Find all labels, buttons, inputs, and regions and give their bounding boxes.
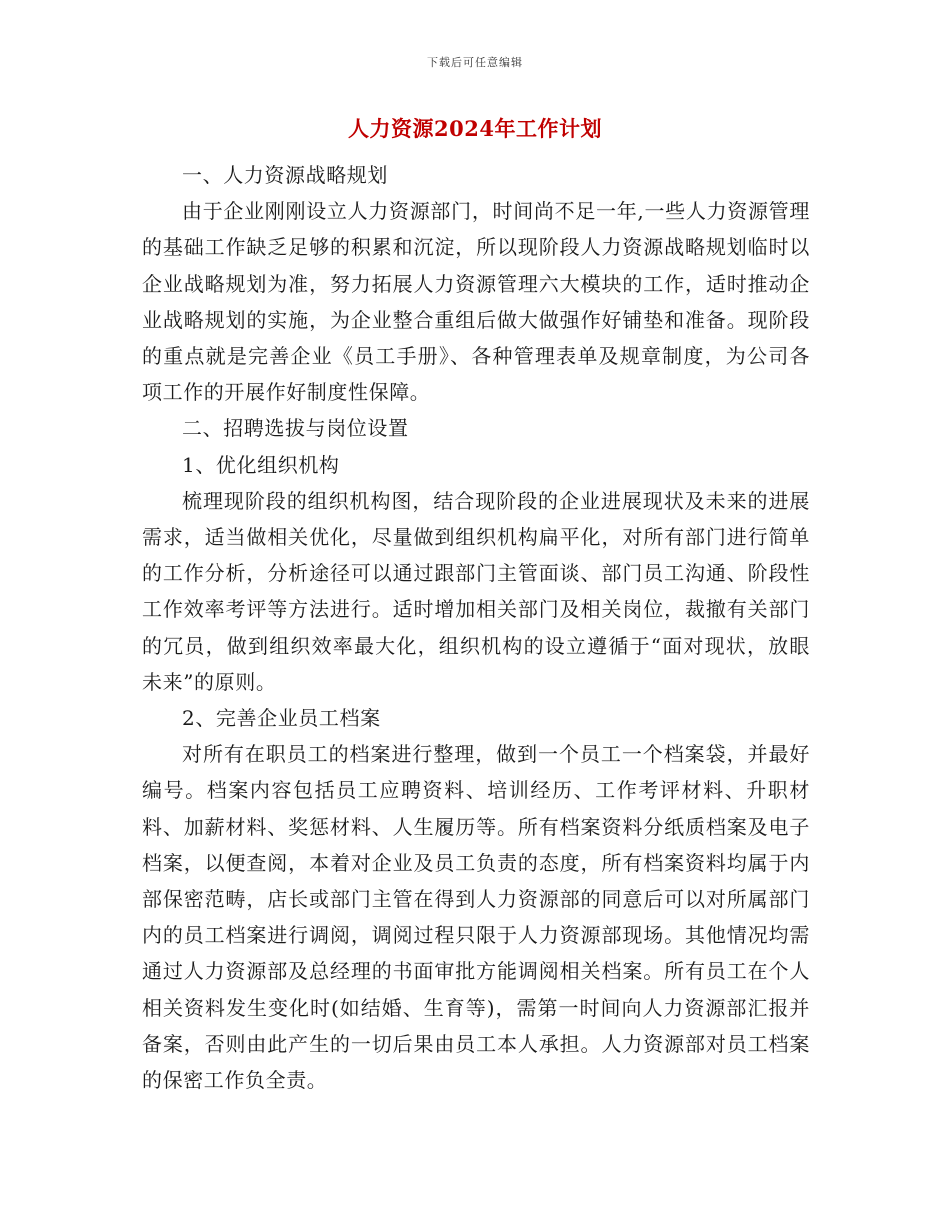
section-heading-1: 一、人力资源战略规划 — [182, 163, 388, 187]
header-note: 下载后可任意编辑 — [427, 56, 523, 69]
subsection-paragraph-2-1: 梳理现阶段的组织机构图，结合现阶段的企业进展现状及未来的进展需求，适当做相关优化，尽量做到组织机构扁平化，对所有部门进行简单的工作分析，分析途径可以通过跟部门主管面谈、部门员工沟通、阶段性工作效率考评等方法进行。适时增加相关部门及相关岗位，裁撤有关部门的冗员，做到组织效率最大化，组织机构的设立遵循于“面对现状，放眼未来”的原则。 — [142, 488, 810, 694]
subsection-paragraph-2-2: 对所有在职员工的档案进行整理，做到一个员工一个档案袋，并最好编号。档案内容包括员工应聘资料、培训经历、工作考评材料、升职材料、加薪材料、奖惩材料、人生履历等。所有档案资料分纸质档案及电子档案，以便查阅，本着对企业及员工负责的态度，所有档案资料均属于内部保密范畴，店长或部门主管在得到人力资源部的同意后可以对所属部门内的员工档案进行调阅，调阅过程只限于人力资源部现场。其他情况均需通过人力资源部及总经理的书面审批方能调阅相关档案。所有员工在个人相关资料发生变化时(如结婚、生育等)，需第一时间向人力资源部汇报并备案，否则由此产生的一切后果由员工本人承担。人力资源部对员工档案的保密工作负全责。 — [142, 742, 810, 1093]
document-body — [142, 157, 810, 1098]
section-paragraph-1: 由于企业刚刚设立人力资源部门，时间尚不足一年,一些人力资源管理的基础工作缺乏足够的积累和沉淀，所以现阶段人力资源战略规划临时以企业战略规划为准，努力拓展人力资源管理六大模块的工作，适时推动企业战略规划的实施，为企业整合重组后做大做强作好铺垫和准备。现阶段的重点就是完善企业《员工手册》、各种管理表单及规章制度，为公司各项工作的开展作好制度性保障。 — [142, 199, 810, 405]
section-heading-2: 二、招聘选拔与岗位设置 — [182, 416, 409, 441]
document-title: 人力资源2024年工作计划 — [348, 116, 602, 141]
subsection-heading-2-2: 2、完善企业员工档案 — [182, 706, 381, 731]
subsection-heading-2-1: 1、优化组织机构 — [182, 452, 340, 477]
